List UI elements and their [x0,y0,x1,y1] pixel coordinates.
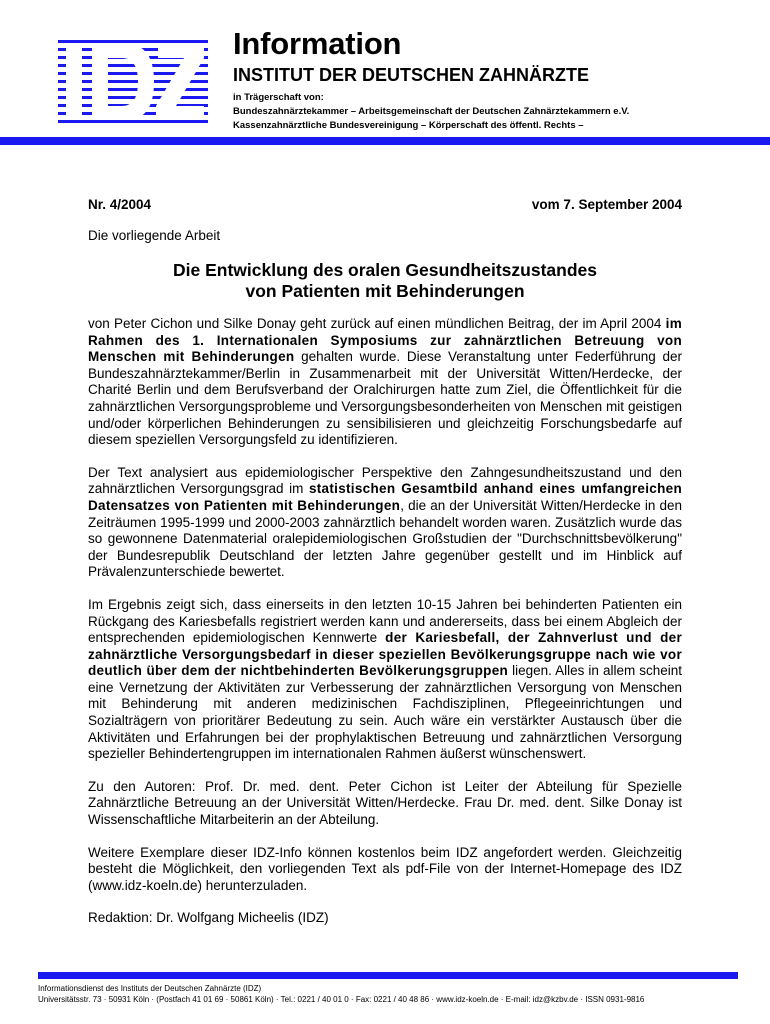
page-title: Information [233,26,402,61]
header-divider [0,137,770,145]
paragraph-3 [88,597,682,763]
paragraph-6: Redaktion: Dr. Wolfgang Micheelis (IDZ) [88,910,329,926]
p2-text-c: , die an der Universität Witten/Herdecke in den Zeiträumen 1995-1999 und 2000-2003 zahnärztlich behandelt worden waren. Zusätzlich wurde das so gewonnene Datenmaterial oralepidemiologischen Großstudien der "Durchschnittsbevölkerung" der Bundesrepublik Deutschland der letzten Jahre gegenüber gestellt und im Hinblick auf Prävalenzunterschiede bewertet. [88,497,682,580]
idz-logo [58,40,208,128]
p1-text-c: gehalten wurde. Diese Veranstaltung unter Federführung der Bundeszahnärztekammer/Berlin in Zusammenarbeit mit der Universität Witten/Herdecke, der Charité Berlin und dem Berufsverband der Oralchirurgen hatte zum Ziel, die Öffentlichkeit für die zahnärztlichen Versorgungsprobleme und Versorgungsbesonderheiten von Menschen mit geistigen und/oder körperlichen Behinderungen zu sensibilisieren und gleichzeitig Forschungsbedarfe auf diesem speziellen Versorgungsfeld zu identifizieren. [88,349,682,448]
paragraph-2 [88,465,682,581]
traegerschaft-label: in Trägerschaft von: [233,92,324,103]
p2-bold: statistischen Gesamtbild anhand eines umfangreichen Datensatzes von Patienten mit Behinderungen [88,481,682,513]
headline-line-2: von Patienten mit Behinderungen [245,281,525,301]
p1-text-a: von Peter Cichon und Silke Donay geht zurück auf einen mündlichen Beitrag, der im April 2004 [88,316,666,331]
footer-line-1: Informationsdienst des Instituts der Deutschen Zahnärzte (IDZ) [38,984,262,993]
intro-text: Die vorliegende Arbeit [88,228,221,243]
issue-number: Nr. 4/2004 [88,197,152,212]
p2-text-a: Der Text analysiert aus epidemiologischer Perspektive den Zahngesundheitszustand und den zahnärztlichen Versorgungsgrad im [88,464,682,497]
p3-text-a: Im Ergebnis zeigt sich, dass einerseits in den letzten 10-15 Jahren bei behinderten Patienten ein Rückgang des Kariesbefalls registriert werden kann und andererseits, dass bei einem Abgleich der entsprechenden epidemiologischen Kennwerte [88,596,682,646]
paragraph-5: Weitere Exemplare dieser IDZ-Info können kostenlos beim IDZ angefordert werden. Gleichzeitig besteht die Möglichkeit, den vorliegenden Text als pdf-File von der Internet-Homepage des IDZ (www.idz-koeln.de) herunterzuladen. [88,844,682,893]
paragraph-4: Zu den Autoren: Prof. Dr. med. dent. Peter Cichon ist Leiter der Abteilung für Spezielle Zahnärztliche Betreuung an der Universität Witten/Herdecke. Frau Dr. med. dent. Silke Donay ist Wissenschaftliche Mitarbeiterin an der Abteilung. [88,778,682,828]
article-body [88,316,682,943]
footer-divider [38,972,738,979]
sponsor-line-2: Kassenzahnärztliche Bundesvereinigung – Körperschaft des öffentl. Rechts – [233,120,584,131]
article-headline [88,260,682,302]
institute-name: INSTITUT DER DEUTSCHEN ZAHNÄRZTE [233,65,589,85]
p1-bold: im Rahmen des 1. Internationalen Symposiums zur zahnärztlichen Betreuung von Menschen mit Behinderungen [88,316,682,365]
footer-line-2: Universitätsstr. 73 · 50931 Köln · (Postfach 41 01 69 · 50861 Köln) · Tel.: 0221 / 40 01 0 · Fax: 0221 / 40 48 86 · www.idz-koeln.de · E-mail: idz@kzbv.de · ISSN 0931-9816 [38,995,645,1004]
p3-bold: der Kariesbefall, der Zahnverlust und der zahnärztliche Versorgungsbedarf in dieser speziellen Bevölkerungsgruppe nach wie vor deutlich über dem der nichtbehinderten Bevölkerungsgruppen [88,630,682,679]
issue-date: vom 7. September 2004 [531,197,682,212]
paragraph-1 [88,316,682,449]
sponsor-line-1: Bundeszahnärztekammer – Arbeitsgemeinschaft der Deutschen Zahnärztekammern e.V. [233,106,630,117]
p3-text-c: liegen. Alles in allem scheint eine Vernetzung der Aktivitäten zur Verbesserung der zahnärztlichen Versorgung von Menschen mit Behinderung mit anderen medizinischen Fachdisziplinen, Pflegeeinrichtungen und Sozialträgern von prioritärer Bedeutung zu sein. Auch wäre ein verstärkter Austausch über die Aktivitäten und Erfahrungen bei der prophylaktischen Betreuung und zahnärztlichen Versorgung spezieller Behindertengruppen im internationalen Rahmen äußerst wünschenswert. [88,663,683,762]
headline-line-1: Die Entwicklung des oralen Gesundheitszustandes [173,260,597,280]
